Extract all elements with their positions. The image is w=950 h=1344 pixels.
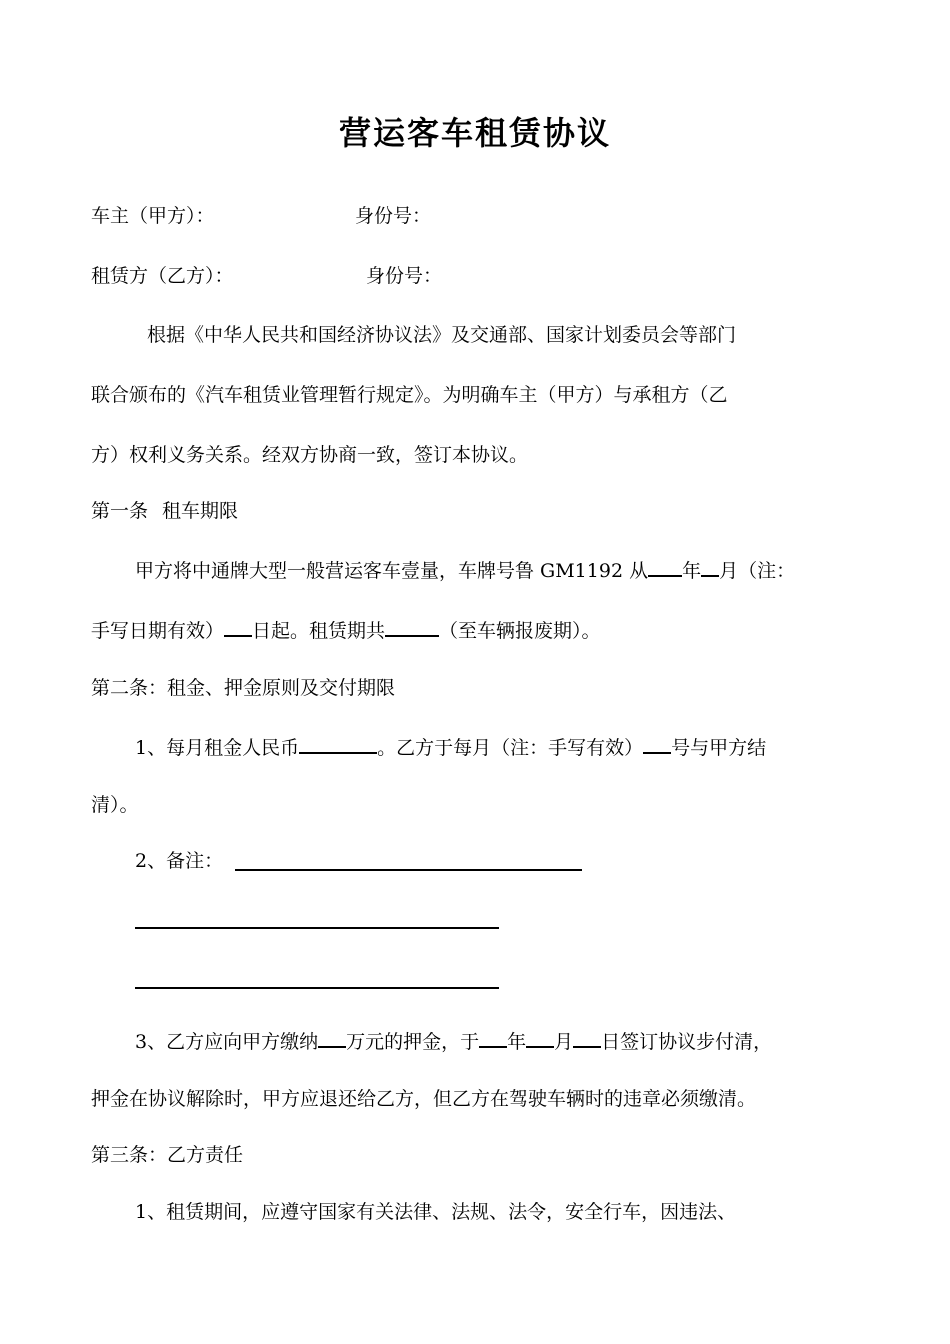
deposit-amount-blank (318, 1026, 346, 1048)
party-b-id-label: 身份号： (366, 265, 443, 287)
article-2-item-2: 2、备注： (135, 850, 224, 872)
remarks-blank-3 (135, 987, 499, 989)
lease-period-blank (385, 615, 439, 637)
article-2-item-1-line-1: 1、每月租金人民币 。乙方于每月（注：手写有效） 号与甲方结 (135, 732, 766, 761)
article-1-number: 第一条 (91, 500, 149, 522)
party-a-label: 车主（甲方）： (91, 205, 215, 227)
party-b-label: 租赁方（乙方）： (91, 265, 234, 287)
preamble-line-2: 联合颁布的《汽车租赁业管理暂行规定》。为明确车主（甲方）与承租方（乙 (91, 384, 728, 406)
preamble-line-1: 根据《中华人民共和国经济协议法》及交通部、国家计划委员会等部门 (147, 324, 737, 346)
preamble-line-3: 方）权利义务关系。经双方协商一致，签订本协议。 (91, 444, 529, 466)
article-1-line-2: 手写日期有效） 日起。租赁期共 （至车辆报废期）。 (91, 615, 601, 644)
article-3-heading: 第三条：乙方责任 (91, 1144, 244, 1166)
article-1-line-1: 甲方将中通牌大型一般营运客车壹量，车牌号鲁 GM1192 从 年 月（注： (135, 555, 795, 584)
article-2-item-3-line-2: 押金在协议解除时，甲方应退还给乙方，但乙方在驾驶车辆时的违章必须缴清。 (91, 1088, 757, 1110)
article-2-heading: 第二条：租金、押金原则及交付期限 (91, 677, 396, 699)
remarks-blank-1 (235, 869, 582, 871)
month-blank (701, 555, 719, 577)
party-a-id-label: 身份号： (355, 205, 432, 227)
article-1-title: 租车期限 (162, 500, 239, 522)
article-2-item-3-line-1: 3、乙方应向甲方缴纳 万元的押金，于 年 月 日签订协议步付清， (135, 1026, 772, 1055)
rent-amount-blank (299, 732, 377, 754)
day-blank (224, 615, 252, 637)
article-2-item-1-line-2: 清）。 (91, 794, 139, 816)
article-1-heading (91, 498, 238, 524)
payment-day-blank (643, 732, 671, 754)
remarks-blank-2 (135, 927, 499, 929)
document-title: 营运客车租赁协议 (338, 114, 611, 152)
year-blank (648, 555, 682, 577)
article-3-item-1: 1、租赁期间，应遵守国家有关法律、法规、法令，安全行车，因违法、 (135, 1201, 737, 1223)
